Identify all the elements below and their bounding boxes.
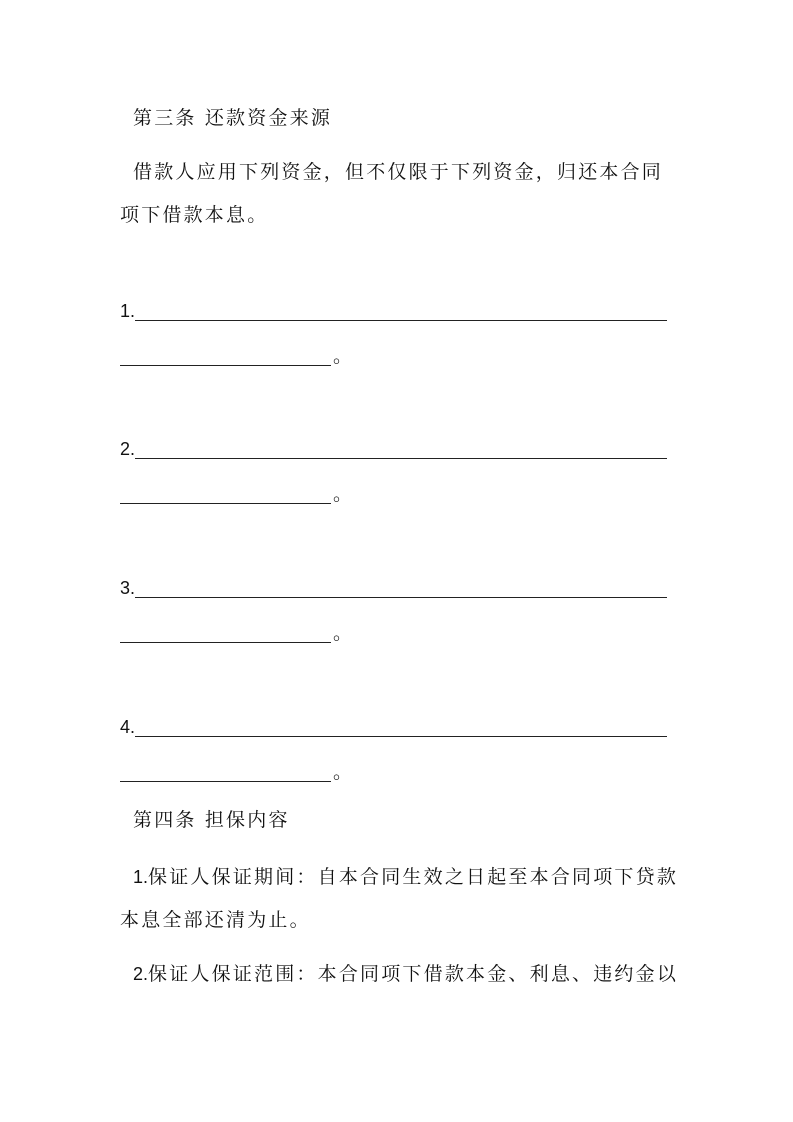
- blank-line: [135, 579, 667, 598]
- item-number: 1.: [120, 301, 136, 321]
- item-text: 保证人保证期间：自本合同生效之日起至本合同项下贷款: [148, 866, 679, 888]
- fill-in-item-2: [120, 437, 667, 461]
- fill-in-item-4-continuation: [120, 760, 352, 784]
- period-mark: 。: [333, 483, 353, 505]
- period-mark: 。: [333, 345, 353, 367]
- item-number: 2.: [120, 439, 136, 459]
- article-4-item-1-line-2: 本息全部还清为止。: [120, 909, 311, 931]
- period-mark: 。: [333, 761, 353, 783]
- article-3-paragraph-line-2: 项下借款本息。: [120, 204, 269, 226]
- fill-in-item-2-continuation: [120, 482, 352, 506]
- article-4-item-1-line-1: [133, 865, 678, 889]
- fill-in-item-1: [120, 299, 667, 323]
- fill-in-item-3-continuation: [120, 621, 352, 645]
- item-number: 1.: [133, 867, 149, 887]
- item-number: 4.: [120, 717, 136, 737]
- article-4-heading: 第四条 担保内容: [133, 809, 290, 831]
- blank-line: [120, 624, 331, 643]
- period-mark: 。: [333, 622, 353, 644]
- item-text: 保证人保证范围：本合同项下借款本金、利息、违约金以: [148, 963, 679, 985]
- blank-line: [135, 718, 667, 737]
- item-number: 3.: [120, 578, 136, 598]
- blank-line: [120, 485, 331, 504]
- blank-line: [120, 763, 331, 782]
- article-3-paragraph-line-1: 借款人应用下列资金，但不仅限于下列资金，归还本合同: [133, 161, 664, 183]
- article-4-item-2-line-1: [133, 962, 678, 986]
- fill-in-item-4: [120, 715, 667, 739]
- blank-line: [135, 302, 667, 321]
- blank-line: [135, 440, 667, 459]
- article-3-heading: 第三条 还款资金来源: [133, 107, 333, 129]
- item-number: 2.: [133, 964, 149, 984]
- fill-in-item-3: [120, 576, 667, 600]
- blank-line: [120, 347, 331, 366]
- fill-in-item-1-continuation: [120, 344, 352, 368]
